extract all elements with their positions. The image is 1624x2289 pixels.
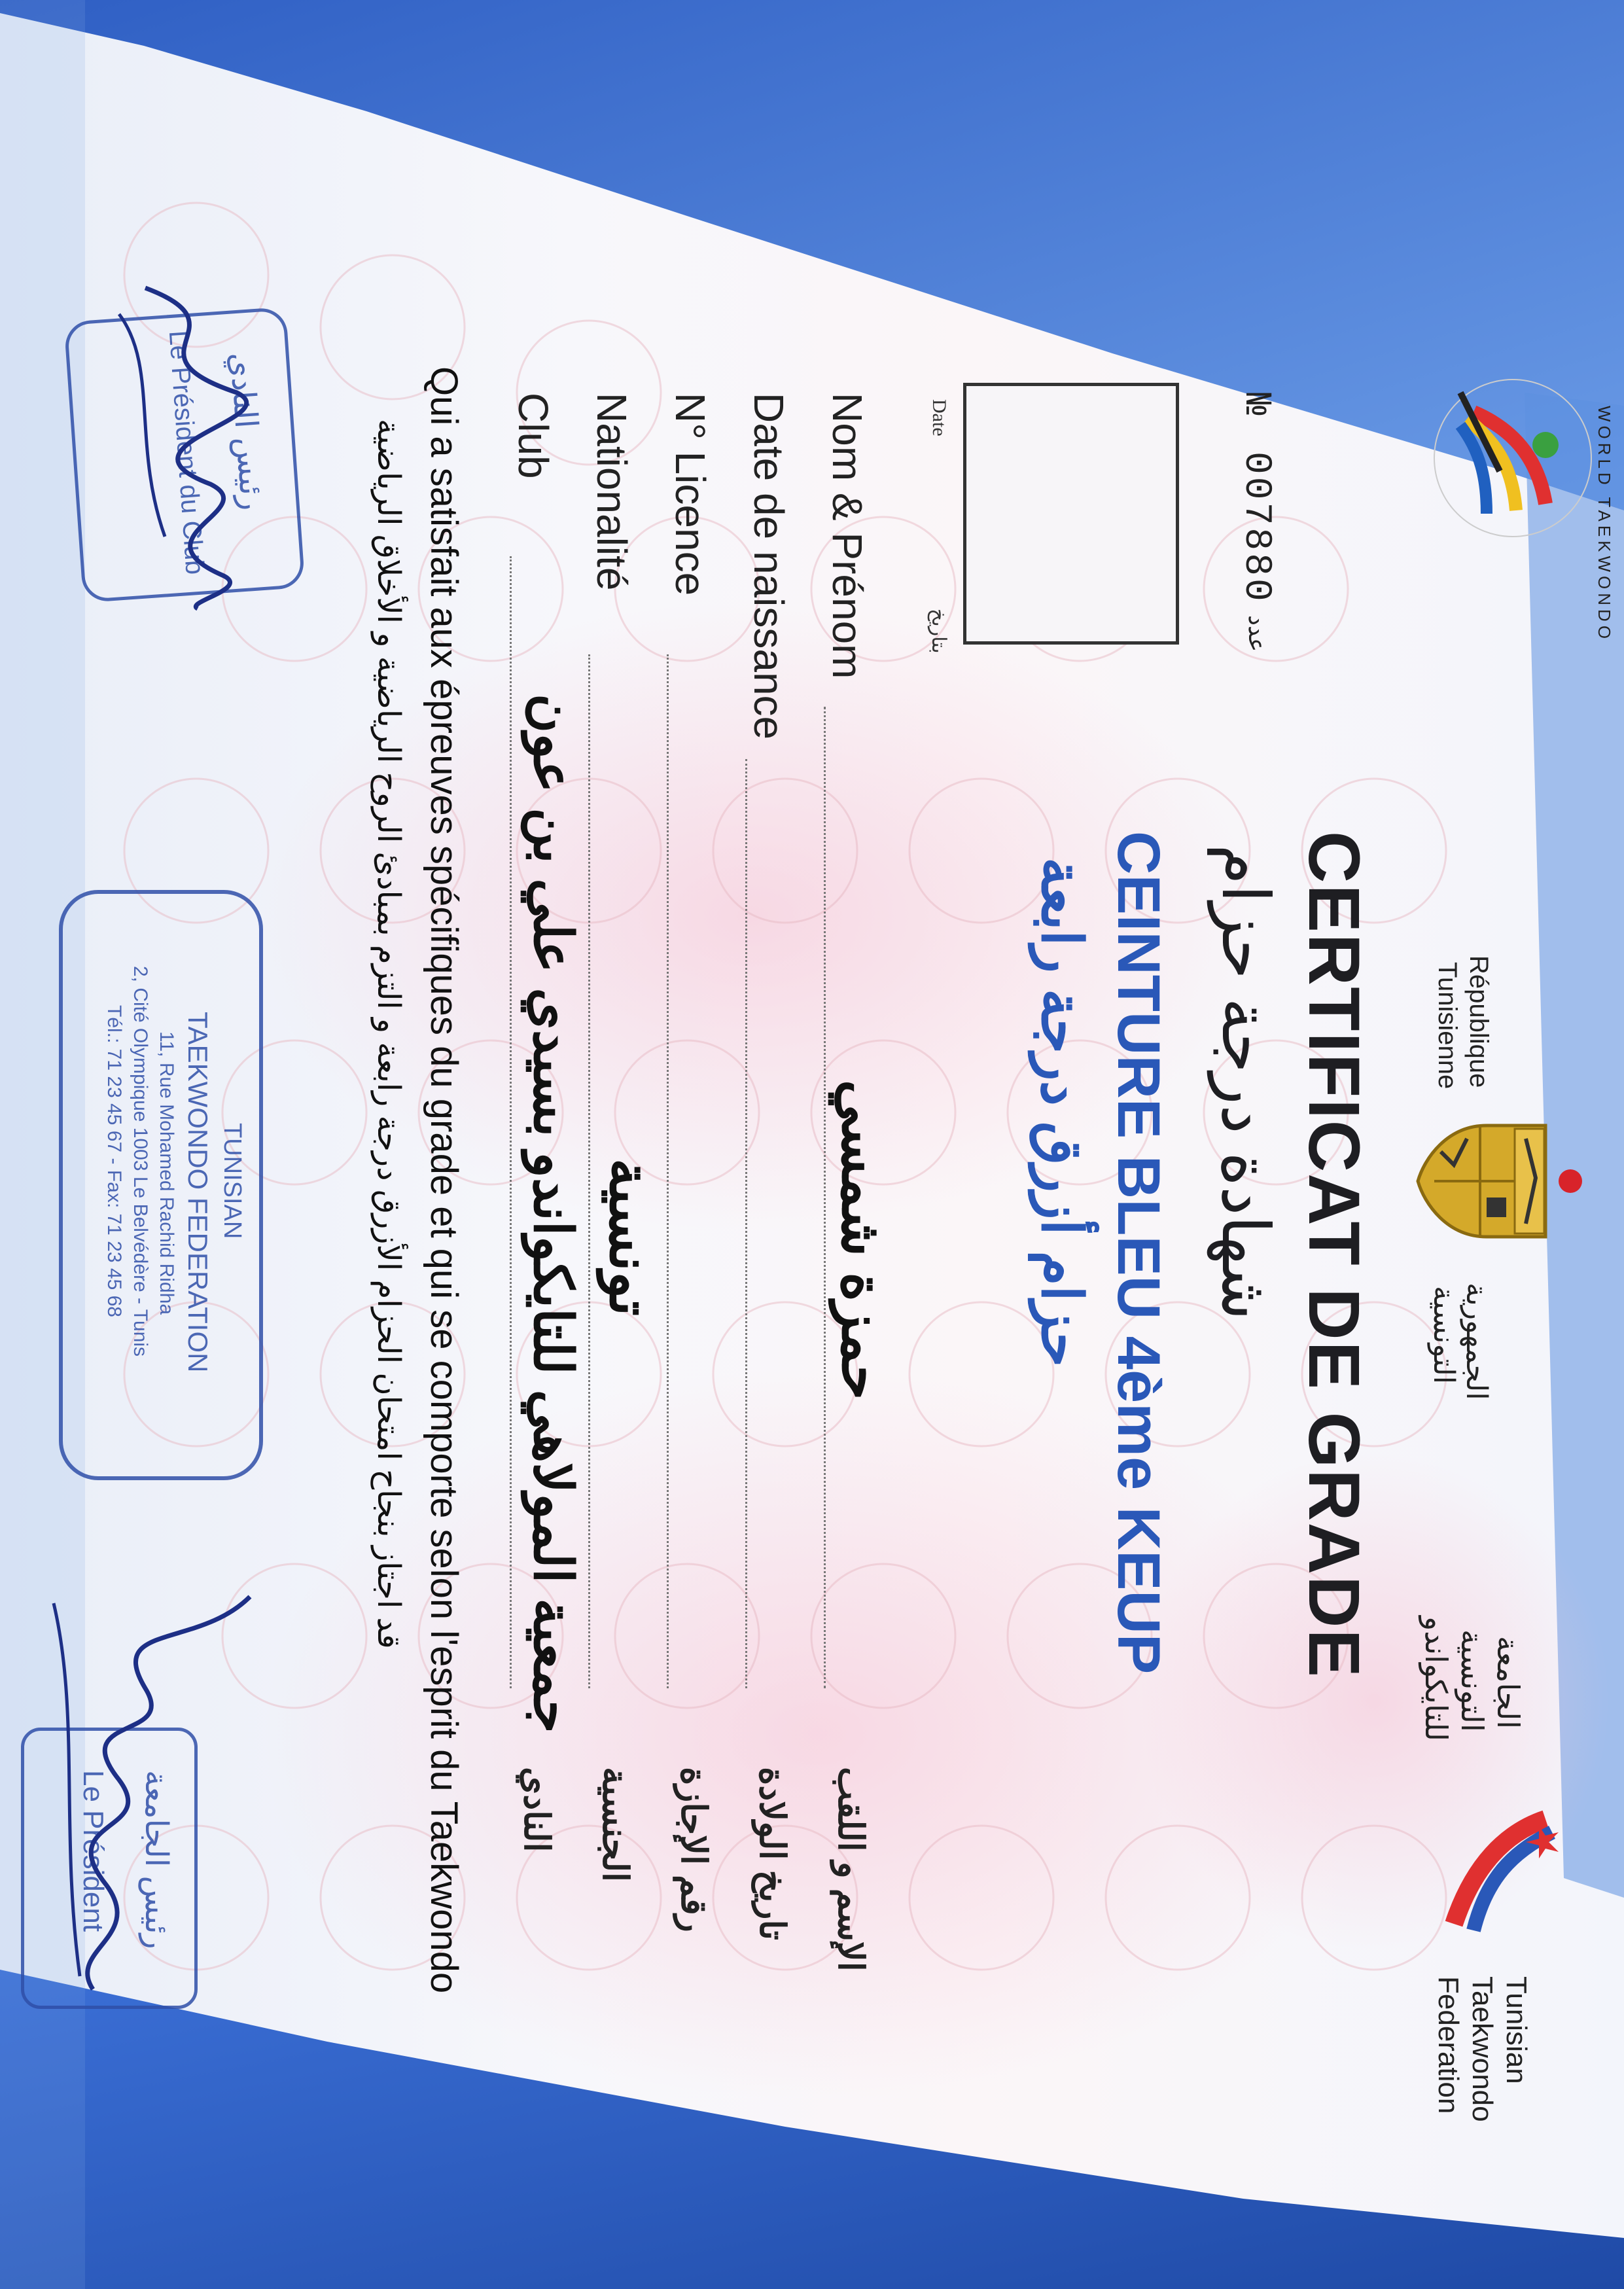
- field-name-label-fr: Nom & Prénom: [824, 393, 871, 679]
- republic-ar-line1: الجمهورية: [1460, 1283, 1492, 1400]
- federation-stamp-line2: TAEKWONDO FEDERATION: [183, 1012, 213, 1373]
- field-nationality-label-ar: الجنسية: [595, 1767, 635, 1883]
- field-club-label-fr: Club: [510, 393, 557, 479]
- field-club-line: [510, 556, 512, 1688]
- federation-en-line1: Tunisian: [1500, 1976, 1532, 2084]
- grade-fr: CEINTURE BLEU 4ème KEUP: [1105, 831, 1172, 1675]
- field-name-line: [824, 707, 826, 1688]
- federation-stamp-line3: 11, Rue Mohamed Rachid Ridha: [156, 1031, 177, 1315]
- field-nationality-line: [588, 654, 590, 1688]
- field-nationality-value: تونسية: [598, 1158, 661, 1317]
- field-club-value: جمعية المولاهي للتايكواندو بسيدي علي بن عون: [523, 694, 582, 1733]
- club-stamp-fr: Le Président du Club: [163, 329, 209, 576]
- federation-stamp-line1: TUNISIAN: [219, 1123, 246, 1239]
- field-birth-line: [745, 759, 747, 1688]
- field-birth-label-ar: تاريخ الولادة: [752, 1767, 792, 1940]
- title-fr: CERTIFICAT DE GRADE: [1294, 831, 1374, 1678]
- republic-fr-line1: République: [1464, 955, 1493, 1088]
- club-signature: [80, 275, 315, 615]
- president-stamp-fr: Le Président: [77, 1770, 109, 1932]
- statement-ar: قد اجتاز بنجاح امتحان الحزام الأزرق درجة رابعة و التزم بمبادئ الروح الرياضية و الأخلاق الرياضية: [371, 419, 406, 1649]
- title-ar: شهادة درجة حزام: [1209, 844, 1282, 1321]
- tunisia-coat-of-arms-icon: [1415, 1112, 1585, 1250]
- federation-stamp-line5: Tél.: 71 23 45 67 - Fax: 71 23 45 68: [103, 1005, 125, 1317]
- club-stamp-ar: رئيس النادي: [223, 351, 270, 512]
- tunisian-taekwondo-federation-logo-icon: [1434, 1793, 1585, 1943]
- republic-ar-line2: التونسية: [1428, 1286, 1460, 1385]
- field-nationality-label-fr: Nationalité: [588, 393, 635, 591]
- certificate-number-ar-label: عدد: [1244, 615, 1271, 652]
- field-name-value: حمزة شمسي: [830, 1080, 893, 1400]
- certificate-number-prefix: №: [1235, 393, 1277, 416]
- field-birth-label-fr: Date de naissance: [745, 393, 792, 740]
- grade-ar: حزام أزرق درجة رابعة: [1030, 857, 1093, 1368]
- field-name-label-ar: الإسم و اللقب: [831, 1767, 870, 1972]
- federation-ar-line3: للتايكواندو: [1419, 1616, 1453, 1742]
- federation-stamp: [59, 890, 263, 1480]
- federation-en-line3: Federation: [1432, 1976, 1464, 2114]
- federation-stamp-line4: 2, Cité Olympique 1003 Le Belvédère - Tunis: [130, 966, 151, 1357]
- federation-en-line2: Taekwondo: [1466, 1976, 1498, 2122]
- world-taekwondo-logo-icon: [1428, 373, 1598, 543]
- photo-date-label: Date: [928, 399, 950, 436]
- field-licence-line: [667, 654, 669, 1688]
- field-licence-label-ar: رقم الإجازة: [674, 1767, 713, 1932]
- president-signature: [27, 1584, 276, 2002]
- certificate-number: 007880: [1235, 452, 1277, 604]
- federation-ar-line1: الجامعة: [1491, 1636, 1525, 1729]
- wt-logo-text: WORLD TAEKWONDO: [1595, 406, 1614, 643]
- field-club-label-ar: النادي: [517, 1767, 556, 1853]
- president-stamp-ar: رئيس الجامعة: [139, 1770, 173, 1949]
- photo-date-ar-label: بتاريخ: [928, 609, 949, 654]
- federation-ar-line2: التونسية: [1455, 1629, 1489, 1732]
- photo-box: [963, 383, 1179, 645]
- statement-fr: Qui a satisfait aux épreuves spécifiques du grade et qui se comporte selon l'esprit du Taekwondo: [423, 366, 465, 1994]
- field-licence-label-fr: N° Licence: [667, 393, 714, 596]
- republic-fr-line2: Tunisienne: [1433, 962, 1462, 1090]
